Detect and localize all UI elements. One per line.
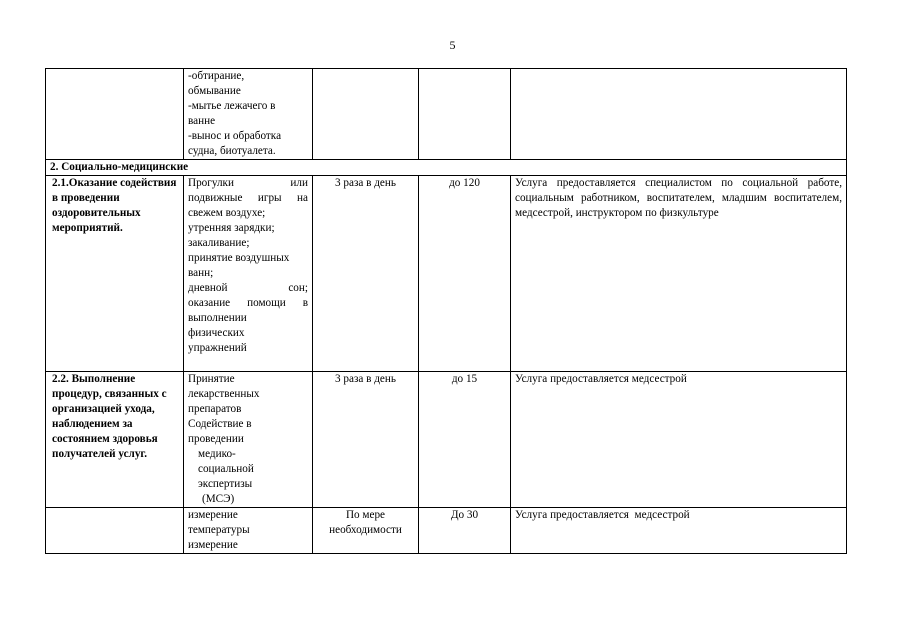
content-line: оказание помощи в bbox=[188, 297, 308, 309]
table-row bbox=[46, 372, 847, 508]
content-line: -мытье лежачего в bbox=[188, 100, 276, 112]
page-number: 5 bbox=[449, 38, 456, 52]
service-content-cell bbox=[184, 69, 313, 160]
content-line: лекарственных bbox=[188, 388, 260, 400]
frequency-cell: 3 раза в день bbox=[313, 176, 419, 372]
content-line: физических bbox=[188, 327, 245, 339]
content-line: Принятие bbox=[188, 373, 235, 385]
content-line: медико- bbox=[198, 448, 236, 460]
frequency-line: По мере bbox=[345, 509, 386, 521]
note-cell: Услуга предоставляется специалистом по социальной работе, социальным работником, воспитателем, младшим воспитателем, медсестрой, инструктором по физкультуре bbox=[511, 176, 847, 372]
content-line: (МСЭ) bbox=[202, 493, 235, 505]
section-row bbox=[46, 160, 847, 176]
section-title: 2. Социально-медицинские bbox=[46, 160, 847, 176]
service-name-cell: 2.2. Выполнение процедур, связанных с организацией ухода, наблюдением за состоянием здоровья получателей услуг. bbox=[46, 372, 184, 508]
content-line: температуры bbox=[188, 524, 250, 536]
limit-cell: до 120 bbox=[419, 176, 511, 372]
content-line: закаливание; bbox=[188, 237, 250, 249]
frequency-cell: 3 раза в день bbox=[313, 372, 419, 508]
content-line: проведении bbox=[188, 433, 244, 445]
frequency-line: необходимости bbox=[329, 524, 402, 536]
content-line: принятие воздушных bbox=[188, 252, 290, 264]
service-content-cell bbox=[184, 508, 313, 554]
content-line: измерение bbox=[188, 509, 238, 521]
note-cell bbox=[511, 69, 847, 160]
content-line: -обтирание, bbox=[188, 70, 245, 82]
content-line: социальной bbox=[198, 463, 254, 475]
limit-cell: до 15 bbox=[419, 372, 511, 508]
limit-cell: До 30 bbox=[419, 508, 511, 554]
frequency-cell bbox=[313, 508, 419, 554]
content-line: -вынос и обработка bbox=[188, 130, 282, 142]
content-line: измерение bbox=[188, 539, 238, 551]
content-line: ванн; bbox=[188, 267, 214, 279]
service-name-cell: 2.1.Оказание содействия в проведении оздоровительных мероприятий. bbox=[46, 176, 184, 372]
limit-cell bbox=[419, 69, 511, 160]
content-line: свежем воздухе; bbox=[188, 207, 266, 219]
content-line: ванне bbox=[188, 115, 216, 127]
table-row bbox=[46, 508, 847, 554]
table-row bbox=[46, 176, 847, 372]
content-line: дневной сон; bbox=[188, 282, 308, 294]
content-line: Содействие в bbox=[188, 418, 252, 430]
content-line: обмывание bbox=[188, 85, 241, 97]
table-row bbox=[46, 69, 847, 160]
content-line: утренняя зарядки; bbox=[188, 222, 275, 234]
content-line: выполнении bbox=[188, 312, 247, 324]
content-line: Прогулки или bbox=[188, 177, 308, 189]
service-name-cell bbox=[46, 508, 184, 554]
note-cell: Услуга предоставляется медсестрой bbox=[511, 508, 847, 554]
service-name-cell bbox=[46, 69, 184, 160]
content-line: подвижные игры на bbox=[188, 192, 308, 204]
service-content-cell bbox=[184, 372, 313, 508]
content-line: упражнений bbox=[188, 342, 247, 354]
service-content-cell bbox=[184, 176, 313, 372]
content-line: судна, биотуалета. bbox=[188, 145, 276, 157]
note-cell: Услуга предоставляется медсестрой bbox=[511, 372, 847, 508]
content-line: экспертизы bbox=[198, 478, 253, 490]
content-line: препаратов bbox=[188, 403, 242, 415]
frequency-cell bbox=[313, 69, 419, 160]
services-table bbox=[45, 68, 847, 554]
